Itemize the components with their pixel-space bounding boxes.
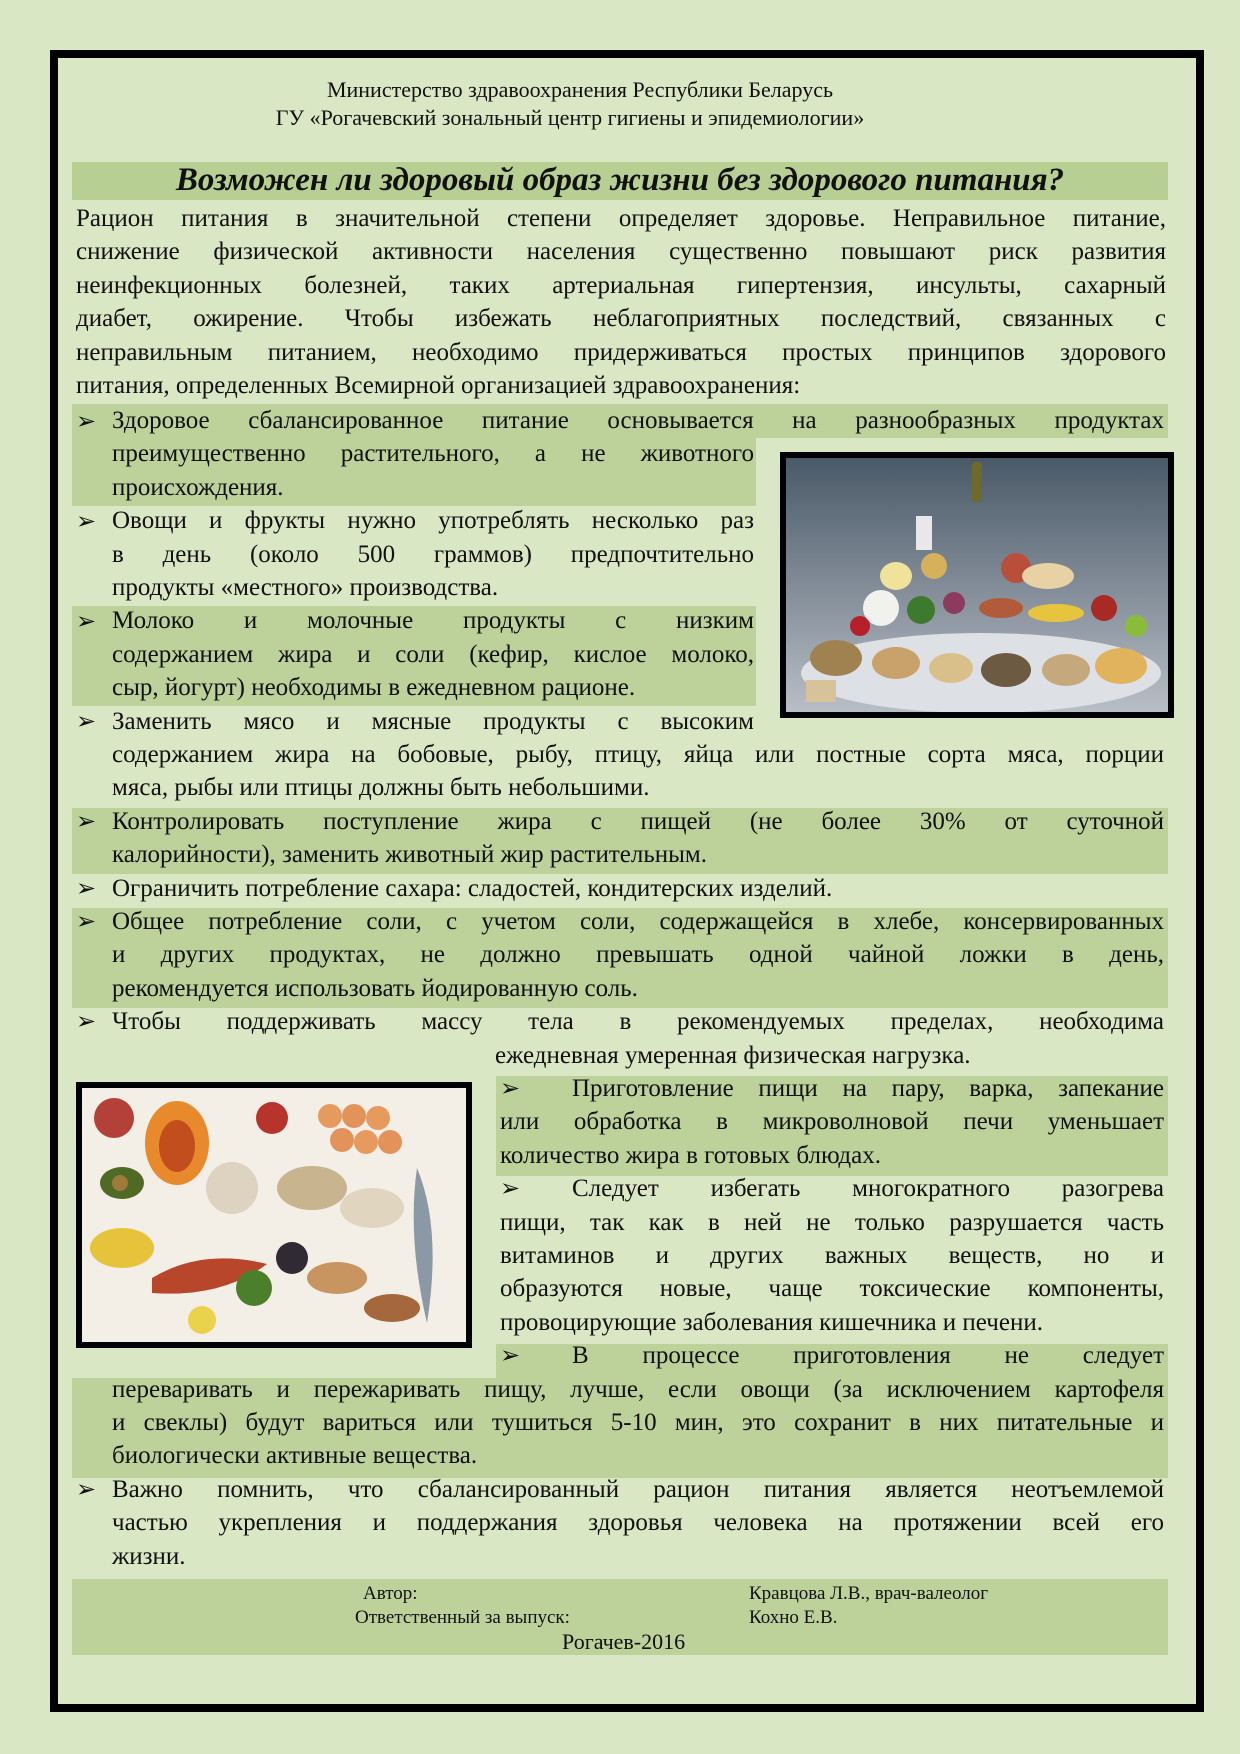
item-line: Чтобы поддерживать массу тела в рекомендуемых пределах, необходима [112, 1008, 1164, 1036]
item-line: жизни. [112, 1542, 186, 1570]
item-line: частью укрепления и поддержания здоровья человека на протяжении всей его [112, 1509, 1164, 1537]
food-pyramid-photo [780, 452, 1174, 718]
author-label: Автор: [363, 1583, 418, 1604]
item-line: количество жира в готовых блюдах. [500, 1141, 881, 1169]
item-line: переваривать и пережаривать пищу, лучше, если овощи (за исключением картофеля [112, 1375, 1164, 1403]
place-year: Рогачев-2016 [562, 1629, 686, 1654]
item-line: сыр, йогурт) необходимы в ежедневном рационе. [112, 674, 636, 702]
item-line: Овощи и фрукты нужно употреблять несколько раз [112, 507, 754, 535]
bullet-icon: ➢ [500, 1076, 521, 1102]
responsible-value: Кохно Е.В. [749, 1607, 838, 1628]
item-line: В процессе приготовления не следует [572, 1342, 1164, 1370]
item-line: Следует избегать многократного разогрева [572, 1175, 1164, 1203]
item-line: происхождения. [112, 473, 284, 501]
author-value: Кравцова Л.В., врач-валеолог [749, 1583, 988, 1604]
header-center: ГУ «Рогачевский зональный центр гигиены и эпидемиологии» [275, 105, 865, 130]
item-line: образуются новые, чаще токсические компоненты, [500, 1275, 1164, 1303]
bullet-icon: ➢ [76, 1477, 97, 1503]
bullet-icon: ➢ [76, 1009, 97, 1035]
intro-line: Рацион питания в значительной степени определяет здоровье. Неправильное питание, [76, 205, 1166, 232]
item-line: продукты «местного» производства. [112, 574, 499, 601]
bullet-icon: ➢ [76, 809, 97, 835]
bullet-icon: ➢ [76, 409, 97, 435]
item-line: или обработка в микроволновой печи уменьшает [500, 1108, 1164, 1136]
bullet-icon: ➢ [500, 1343, 521, 1369]
item-line: витаминов и других важных веществ, но и [500, 1242, 1164, 1269]
item-line: биологически активные вещества. [112, 1442, 478, 1470]
intro-line: снижение физической активности населения существенно повышают риск развития [76, 238, 1166, 266]
item-line: Здоровое сбалансированное питание основывается на разнообразных продуктах [112, 407, 1164, 434]
page-title: Возможен ли здоровый образ жизни без здорового питания? [175, 162, 1065, 198]
bullet-icon: ➢ [76, 509, 97, 535]
item-line: Молоко и молочные продукты с низким [112, 607, 754, 635]
item-line: Важно помнить, что сбалансированный рацион питания является неотъемлемой [112, 1475, 1164, 1503]
item-line: содержанием жира на бобовые, рыбу, птицу, яйца или постные сорта мяса, порции [112, 741, 1164, 768]
bullet-icon: ➢ [76, 876, 97, 902]
item-line: Ограничить потребление сахара: сладостей, кондитерских изделий. [112, 874, 833, 902]
bullet-icon: ➢ [76, 909, 97, 935]
food-spread-photo [76, 1082, 472, 1348]
header-ministry: Министерство здравоохранения Республики Беларусь [326, 77, 834, 102]
item-line: рекомендуется использовать йодированную соль. [112, 974, 638, 1002]
item-line: пищи, так как в ней не только разрушается часть [500, 1208, 1164, 1236]
item-line: преимущественно растительного, а не животного [112, 440, 754, 468]
item-line: калорийности), заменить животный жир растительным. [112, 841, 707, 869]
bullet-icon: ➢ [500, 1176, 521, 1202]
item-line: и свеклы) будут вариться или тушиться 5-10 мин, это сохранит в них питательные и [112, 1409, 1164, 1436]
item-line: и других продуктах, не должно превышать одной чайной ложки в день, [112, 941, 1164, 969]
intro-line: диабет, ожирение. Чтобы избежать неблагоприятных последствий, связанных с [76, 305, 1166, 333]
intro-line: неинфекционных болезней, таких артериальная гипертензия, инсульты, сахарный [76, 271, 1166, 299]
bullet-icon: ➢ [76, 709, 97, 735]
item-line: провоцирующие заболевания кишечника и печени. [500, 1308, 1043, 1336]
item-line: мяса, рыбы или птицы должны быть небольшими. [112, 774, 650, 802]
item-line: Контролировать поступление жира с пищей (не более 30% от суточной [112, 807, 1164, 835]
item-line: Заменить мясо и мясные продукты с высоким [112, 707, 754, 735]
item-line: Общее потребление соли, с учетом соли, содержащейся в хлебе, консервированных [112, 908, 1164, 935]
intro-line: питания, определенных Всемирной организацией здравоохранения: [76, 372, 801, 399]
item-line: ежедневная умеренная физическая нагрузка. [495, 1041, 971, 1069]
bullet-icon: ➢ [76, 609, 97, 635]
item-line: содержанием жира и соли (кефир, кислое молоко, [112, 640, 754, 668]
responsible-label: Ответственный за выпуск: [355, 1607, 570, 1628]
item-line: в день (около 500 граммов) предпочтительно [112, 540, 754, 568]
intro-line: неправильным питанием, необходимо придерживаться простых принципов здорового [76, 338, 1166, 366]
item-line: Приготовление пищи на пару, варка, запекание [572, 1075, 1164, 1102]
